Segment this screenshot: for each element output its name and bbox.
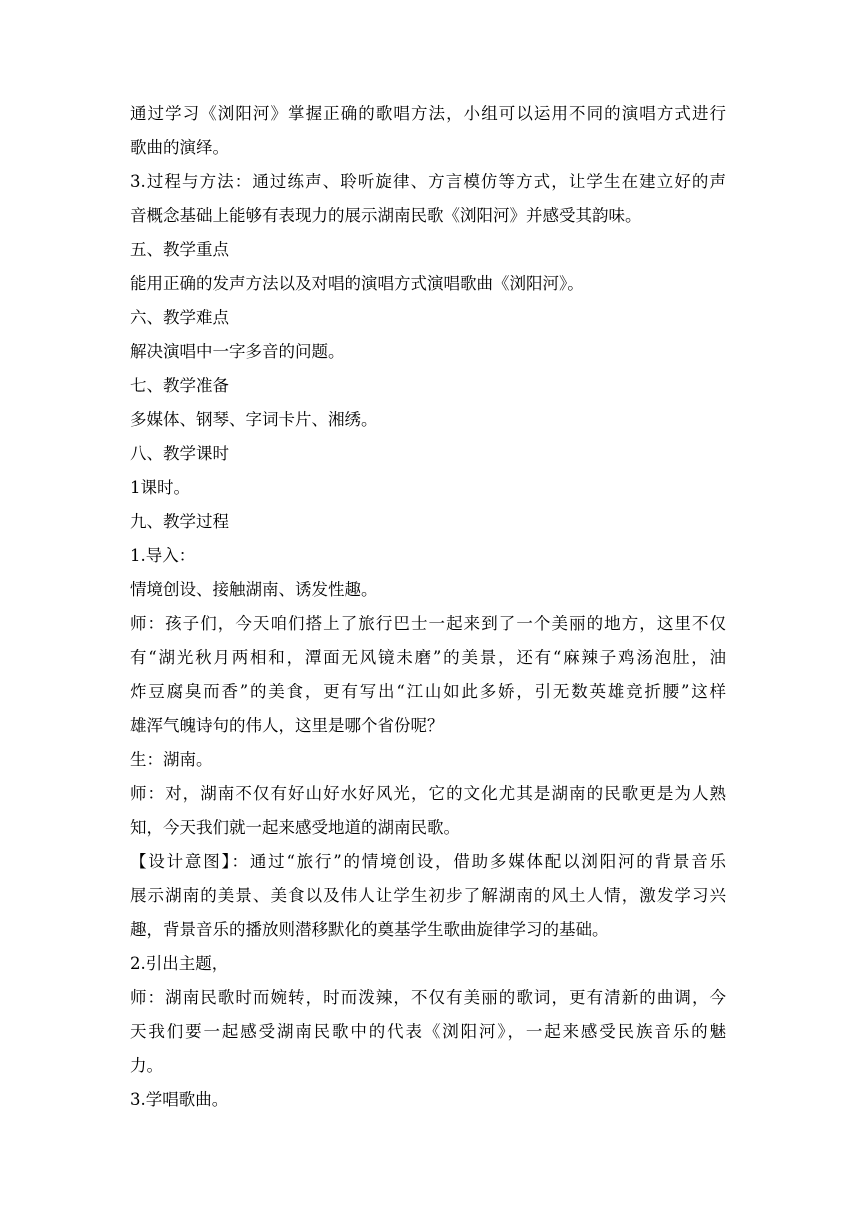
paragraph-line: 生：湖南。 [130,750,213,769]
paragraph-line: 有“湖光秋月两相和，潭面无风镜未磨”的美景，还有“麻辣子鸡汤泡肚，油 [130,648,726,667]
paragraph-line: 解决演唱中一字多音的问题。 [130,342,345,361]
section-heading: 八、教学课时 [130,444,229,463]
paragraph-line: 多媒体、钢琴、字词卡片、湘绣。 [130,410,378,429]
paragraph-line: 通过学习《浏阳河》掌握正确的歌唱方法，小组可以运用不同的演唱方式进行 [130,104,726,123]
paragraph-line: 雄浑气魄诗句的伟人，这里是哪个省份呢？ [130,716,444,735]
paragraph-line: 师：对，湖南不仅有好山好水好风光，它的文化尤其是湖南的民歌更是为人熟 [130,784,726,803]
section-heading: 七、教学准备 [130,376,229,395]
paragraph-line: 1课时。 [130,478,190,497]
section-heading: 五、教学重点 [130,240,229,259]
paragraph-line: 师：孩子们，今天咱们搭上了旅行巴士一起来到了一个美丽的地方，这里不仅 [130,614,726,633]
document-page [130,97,726,1117]
paragraph-line: 师：湖南民歌时而婉转，时而泼辣，不仅有美丽的歌词，更有清新的曲调，今 [130,988,726,1007]
paragraph-line: 音概念基础上能够有表现力的展示湖南民歌《浏阳河》并感受其韵味。 [130,206,642,225]
section-heading: 九、教学过程 [130,512,229,531]
paragraph-line: 天我们要一起感受湖南民歌中的代表《浏阳河》，一起来感受民族音乐的魅 [130,1022,726,1041]
paragraph-line: 力。 [130,1056,163,1075]
design-intent-line: 展示湖南的美景、美食以及伟人让学生初步了解湖南的风土人情，激发学习兴 [130,886,726,905]
paragraph-line: 歌曲的演绎。 [130,138,229,157]
design-intent-line: 趣，背景音乐的播放则潜移默化的奠基学生歌曲旋律学习的基础。 [130,920,609,939]
subsection-heading: 1.导入： [130,546,196,565]
design-intent-line: 【设计意图】：通过“旅行”的情境创设，借助多媒体配以浏阳河的背景音乐 [130,852,726,871]
paragraph-line: 炸豆腐臭而香”的美食，更有写出“江山如此多娇，引无数英雄竞折腰”这样 [130,682,726,701]
section-heading: 六、教学难点 [130,308,229,327]
paragraph-line: 情境创设、接触湖南、诱发性趣。 [130,580,378,599]
paragraph-line: 能用正确的发声方法以及对唱的演唱方式演唱歌曲《浏阳河》。 [130,274,584,293]
subsection-heading: 3.学唱歌曲。 [130,1090,229,1109]
subsection-heading: 2.引出主题， [130,954,229,973]
paragraph-line: 知，今天我们就一起来感受地道的湖南民歌。 [130,818,460,837]
paragraph-line: 3.过程与方法：通过练声、聆听旋律、方言模仿等方式，让学生在建立好的声 [130,172,726,191]
